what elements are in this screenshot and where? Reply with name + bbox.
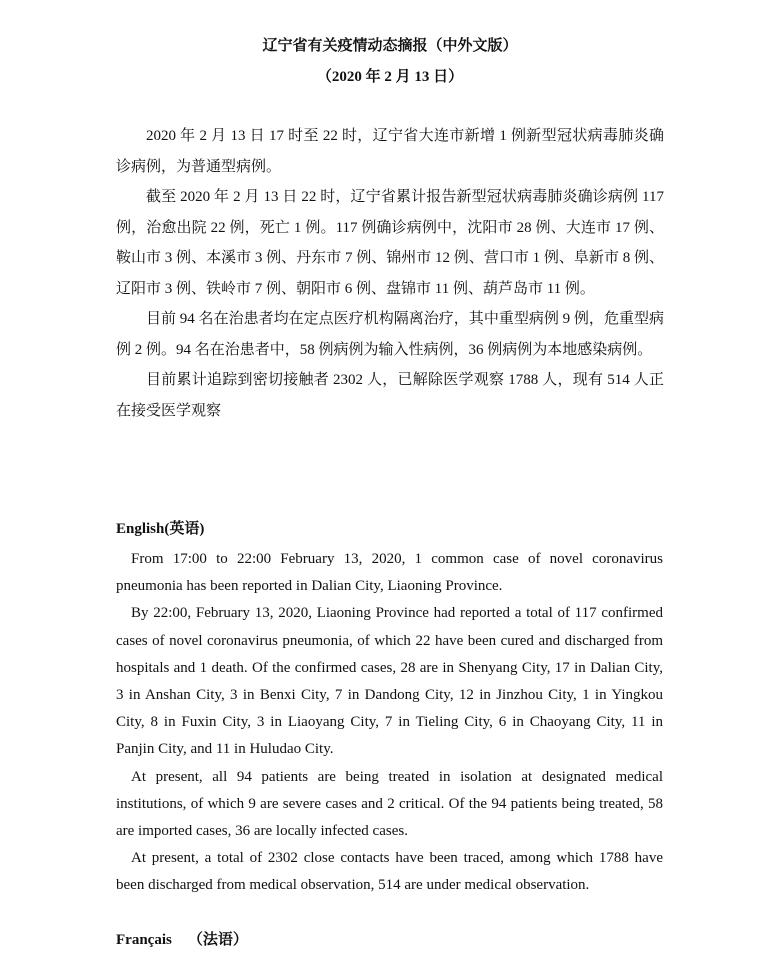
english-paragraph-patients: At present, all 94 patients are being treated in isolation at designated medical institutions, of which 9 are severe cases and 2 critical. Of the 94 patients being treated, 58 are imported cases, 36 are locally infected cases.: [116, 768, 663, 840]
document-date: （2020 年 2 月 13 日）: [316, 69, 464, 85]
english-section: [116, 546, 663, 900]
chinese-section: [116, 121, 664, 426]
chinese-paragraph-totals: 截至 2020 年 2 月 13 日 22 时，辽宁省累计报告新型冠状病毒肺炎确诊病例 117 例，治愈出院 22 例，死亡 1 例。117 例确诊病例中，沈阳市 28 例、大连市 17 例、鞍山市 3 例、本溪市 3 例、丹东市 7 例、锦州市 12 例、营口市 1 例、阜新市 8 例、辽阳市 3 例、铁岭市 7 例、朝阳市 6 例、盘锦市 11 例、葫芦岛市 11 例。: [116, 189, 664, 297]
english-paragraph-contacts: At present, a total of 2302 close contacts have been traced, among which 1788 have been discharged from medical observation, 514 are under medical observation.: [116, 850, 663, 894]
document-title: 辽宁省有关疫情动态摘报（中外文版）: [262, 38, 518, 54]
french-heading-label: Français: [116, 932, 172, 948]
english-paragraph-new-cases: From 17:00 to 22:00 February 13, 2020, 1 common case of novel coronavirus pneumonia has been reported in Dalian City, Liaoning Province.: [116, 551, 663, 595]
french-heading-lang: （法语）: [187, 932, 248, 948]
english-paragraph-totals: By 22:00, February 13, 2020, Liaoning Province had reported a total of 117 confirmed cases of novel coronavirus pneumonia, of which 22 have been cured and discharged from hospitals and 1 death. Of the confirmed cases, 28 are in Shenyang City, 17 in Dalian City, 3 in Anshan City, 3 in Benxi City, 7 in Dandong City, 12 in Jinzhou City, 1 in Yingkou City, 8 in Fuxin City, 3 in Liaoyang City, 7 in Tieling City, 6 in Chaoyang City, 11 in Panjin City, and 11 in Huludao City.: [116, 605, 663, 758]
french-heading: [116, 930, 248, 950]
chinese-paragraph-new-cases: 2020 年 2 月 13 日 17 时至 22 时，辽宁省大连市新增 1 例新型冠状病毒肺炎确诊病例，为普通型病例。: [116, 128, 664, 175]
chinese-paragraph-contacts: 目前累计追踪到密切接触者 2302 人，已解除医学观察 1788 人，现有 514 人正在接受医学观察: [116, 372, 664, 419]
chinese-paragraph-patients: 目前 94 名在治患者均在定点医疗机构隔离治疗，其中重型病例 9 例，危重型病例 2 例。94 名在治患者中，58 例病例为输入性病例，36 例病例为本地感染病例。: [116, 311, 664, 358]
english-heading: English(英语): [116, 521, 205, 537]
